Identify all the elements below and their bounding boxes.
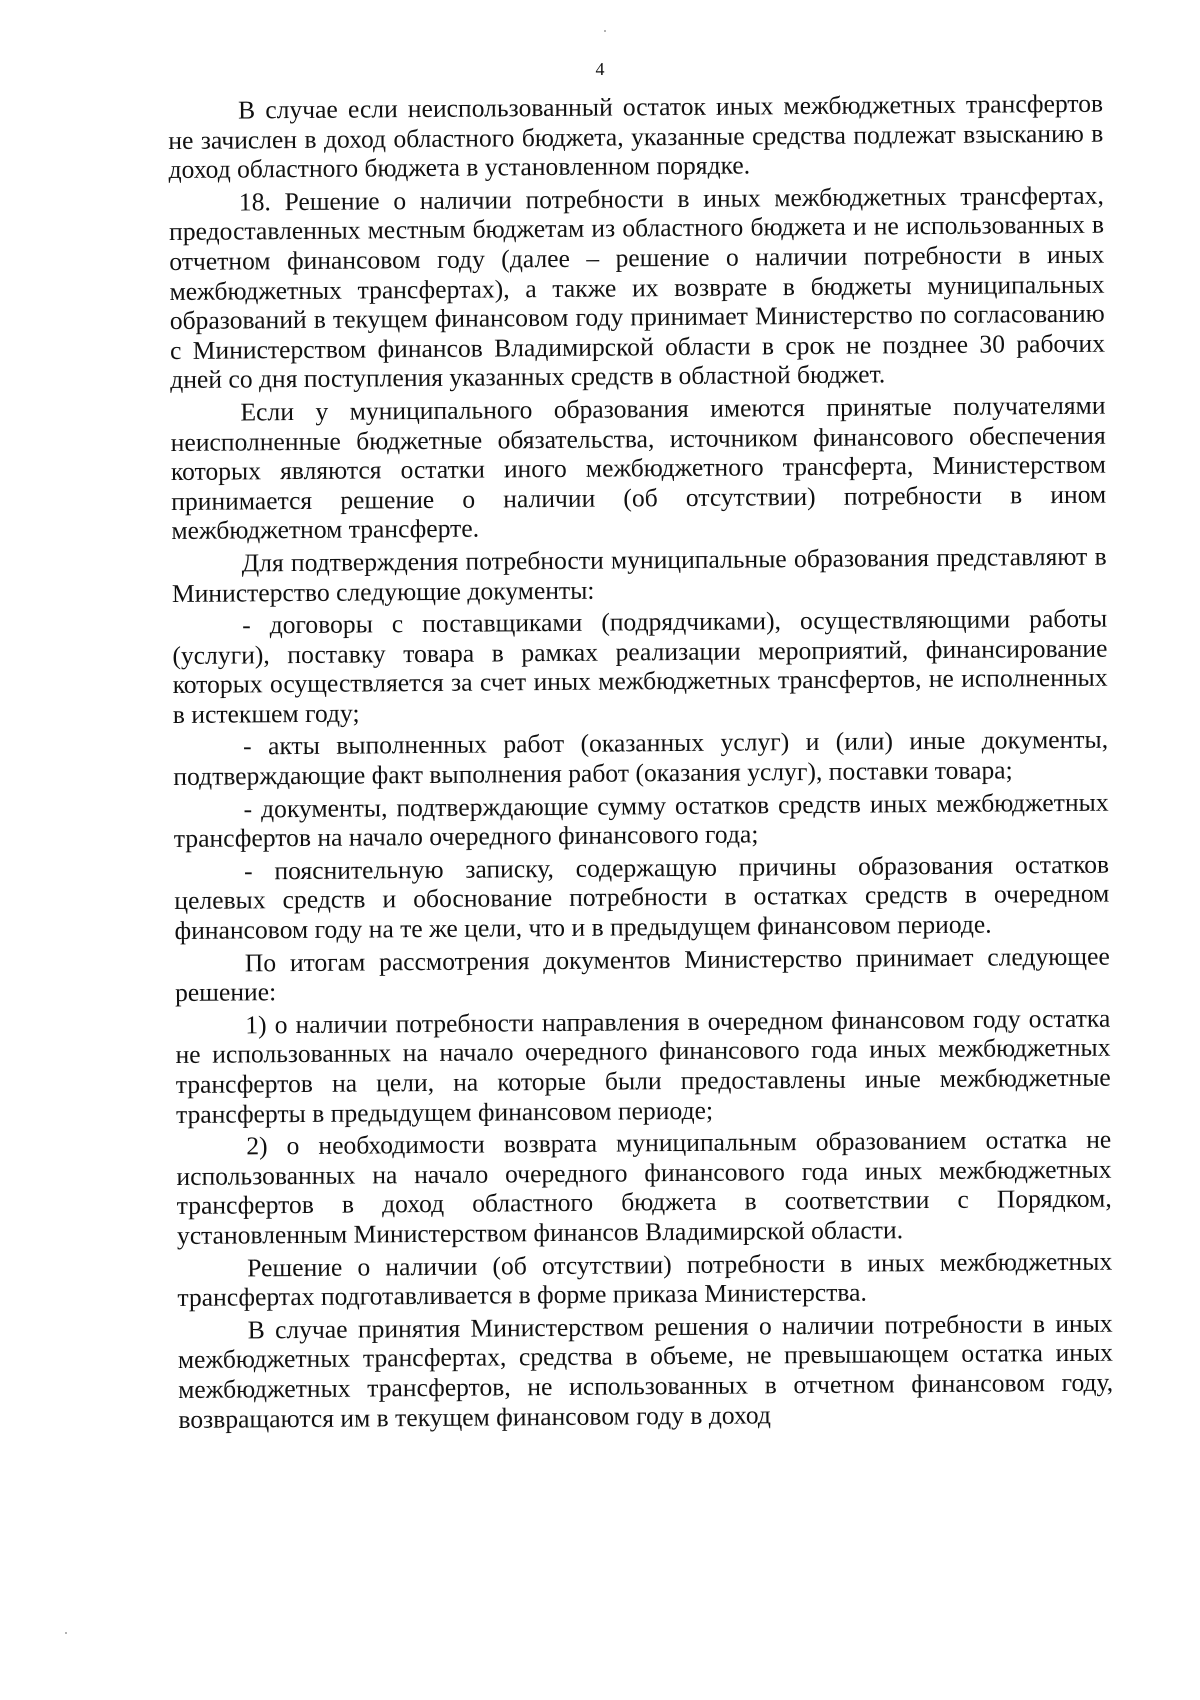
paragraph-order-form: Решение о наличии (об отсутствии) потребности в иных межбюджетных трансфертах подготавливается в форме приказа Министерства. bbox=[177, 1246, 1113, 1313]
list-item-decision-2: 2) о необходимости возврата муниципальным образованием остатка не использованных на начало очередного финансового года иных межбюджетных трансфертов в доход областного бюджета в соответствии с Порядком, установленным Министерством финансов Владимирской области. bbox=[176, 1124, 1112, 1250]
paragraph-unused-balance: В случае если неиспользованный остаток иных межбюджетных трансфертов не зачислен в доход областного бюджета, указанные средства подлежат взысканию в доход областного бюджета в установленном порядке. bbox=[168, 88, 1104, 185]
paragraph-documents-intro: Для подтверждения потребности муниципальные образования представляют в Министерство следующие документы: bbox=[171, 541, 1107, 608]
paragraph-unfulfilled-obligations: Если у муниципального образования имеются принятые получателями неисполненные бюджетные обязательства, источником финансового обеспечения которых являются остатки иного межбюджетного трансферта, Министерством принимается решение о наличии (об отсутствии) потребности в ином межбюджетном трансферте. bbox=[170, 390, 1107, 546]
scan-speck bbox=[65, 1632, 67, 1634]
paragraph-item-18-decision: 18. Решение о наличии потребности в иных межбюджетных трансфертах, предоставленных местным бюджетам из областного бюджета и не использованных в отчетном финансовом году (далее – решение о наличии потребности в иных межбюджетных трансфертах), а также их возврате в бюджеты муниципальных образований в текущем финансовом году принимает Министерство по согласованию с Министерством финансов Владимирской области в срок не позднее 30 рабочих дней со дня поступления указанных средств в областной бюджет. bbox=[168, 180, 1106, 395]
scan-speck bbox=[604, 30, 606, 32]
list-item-decision-1: 1) о наличии потребности направления в очередном финансовом году остатка не использованных на начало очередного финансового года иных межбюджетных трансфертов на цели, на которые были предоставлены иные межбюджетные трансферты в предыдущем финансовом периоде; bbox=[175, 1003, 1111, 1129]
list-item-acts: - акты выполненных работ (оказанных услуг) и (или) иные документы, подтверждающие факт выполнения работ (оказания услуг), поставки товара; bbox=[173, 725, 1109, 792]
paragraph-review-results: По итогам рассмотрения документов Министерство принимает следующее решение: bbox=[174, 941, 1110, 1008]
paragraph-return-funds: В случае принятия Министерством решения о наличии потребности в иных межбюджетных трансфертах, средства в объеме, не превышающем остатка иных межбюджетных трансфертов, не использованных в отчетном финансовом году, возвращаются им в текущем финансовом году в доход bbox=[177, 1308, 1114, 1434]
document-body bbox=[168, 89, 1114, 1437]
list-item-explanatory-note: - пояснительную записку, содержащую причины образования остатков целевых средств и обоснование потребности в остатках средств в очередном финансовом году на те же цели, что и в предыдущем финансовом периоде. bbox=[174, 849, 1110, 946]
list-item-contracts: - договоры с поставщиками (подрядчиками), осуществляющими работы (услуги), поставку товара в рамках реализации мероприятий, финансирование которых осуществляется за счет иных межбюджетных трансфертов, не исполненных в истекшем году; bbox=[172, 603, 1108, 729]
list-item-balance-documents: - документы, подтверждающие сумму остатков средств иных межбюджетных трансфертов на начало очередного финансового года; bbox=[173, 787, 1109, 854]
page-number: 4 bbox=[595, 59, 605, 79]
